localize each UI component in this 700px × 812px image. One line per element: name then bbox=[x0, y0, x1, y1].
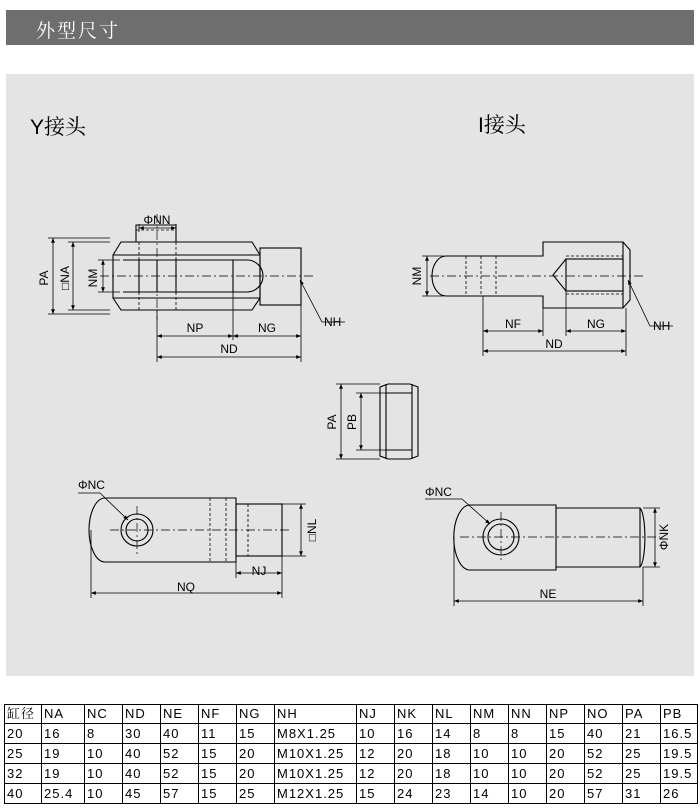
dim-pa-pin: PA bbox=[325, 414, 339, 430]
table-cell: 14 bbox=[471, 784, 509, 804]
table-cell: 10 bbox=[509, 744, 547, 764]
table-header-cell: NM bbox=[471, 705, 509, 724]
table-cell: 20 bbox=[395, 764, 433, 784]
dim-nm: NM bbox=[86, 268, 100, 288]
dim-ng-i: NG bbox=[587, 317, 605, 331]
table-header-cell: NO bbox=[585, 705, 623, 724]
table-cell: 57 bbox=[585, 784, 623, 804]
i-joint-title: I接头 bbox=[478, 114, 526, 137]
table-cell: 12 bbox=[357, 744, 395, 764]
table-header-cell: NH bbox=[275, 705, 357, 724]
table-cell: 10 bbox=[471, 764, 509, 784]
i-joint-top-view bbox=[410, 242, 673, 356]
table-cell: 24 bbox=[395, 784, 433, 804]
table-cell: 10 bbox=[357, 724, 395, 744]
table-cell: 52 bbox=[161, 744, 199, 764]
table-cell: 25.4 bbox=[42, 784, 85, 804]
table-cell: 40 bbox=[5, 784, 42, 804]
table-cell: 10 bbox=[471, 744, 509, 764]
dim-nh-i: NH bbox=[653, 319, 671, 333]
dim-na: □NA bbox=[58, 266, 72, 290]
table-cell: 20 bbox=[547, 784, 585, 804]
table-cell: 10 bbox=[85, 744, 123, 764]
table-cell: 14 bbox=[433, 724, 471, 744]
dim-nc-i: ΦNC bbox=[425, 485, 452, 499]
table-cell: 19 bbox=[42, 744, 85, 764]
dim-nm-i: NM bbox=[410, 266, 424, 286]
table-row bbox=[5, 724, 698, 744]
table-header-cell: NP bbox=[547, 705, 585, 724]
table-cell: 52 bbox=[585, 744, 623, 764]
table-row bbox=[5, 784, 698, 804]
table-row bbox=[5, 744, 698, 764]
dimension-table bbox=[4, 704, 698, 804]
table-cell: 10 bbox=[509, 784, 547, 804]
table-cell: 20 bbox=[237, 764, 275, 784]
table-cell: 15 bbox=[357, 784, 395, 804]
table-header-cell: PB bbox=[661, 705, 698, 724]
table-cell: M10X1.25 bbox=[275, 764, 357, 784]
table-cell: 19 bbox=[42, 764, 85, 784]
dim-nn: ΦNN bbox=[143, 213, 171, 227]
table-cell: 20 bbox=[5, 724, 42, 744]
table-cell: 19.5 bbox=[661, 744, 698, 764]
table-header-cell: NC bbox=[85, 705, 123, 724]
pin-side-view bbox=[325, 384, 418, 459]
table-cell: 25 bbox=[623, 744, 661, 764]
dim-np: NP bbox=[186, 321, 204, 335]
table-cell: 30 bbox=[123, 724, 161, 744]
table-cell: 52 bbox=[585, 764, 623, 784]
y-joint-top-view bbox=[37, 213, 345, 362]
table-cell: 15 bbox=[199, 764, 237, 784]
dim-nc-y: ΦNC bbox=[78, 478, 105, 492]
table-cell: M12X1.25 bbox=[275, 784, 357, 804]
table-cell: 16 bbox=[42, 724, 85, 744]
dim-pa: PA bbox=[37, 270, 51, 286]
table-header-cell: PA bbox=[623, 705, 661, 724]
table-cell: 15 bbox=[199, 784, 237, 804]
dim-ne: NE bbox=[539, 587, 557, 601]
table-cell: 15 bbox=[237, 724, 275, 744]
table-cell: 20 bbox=[547, 744, 585, 764]
table-cell: 40 bbox=[161, 724, 199, 744]
dim-nf: NF bbox=[505, 317, 521, 331]
table-cell: 20 bbox=[237, 744, 275, 764]
table-cell: 40 bbox=[585, 724, 623, 744]
table-cell: 21 bbox=[623, 724, 661, 744]
table-cell: 8 bbox=[85, 724, 123, 744]
table-header-cell: NL bbox=[433, 705, 471, 724]
table-cell: 18 bbox=[433, 764, 471, 784]
dim-nh-y: NH bbox=[324, 315, 342, 329]
table-cell: 19.5 bbox=[661, 764, 698, 784]
table-cell: 20 bbox=[547, 764, 585, 784]
table-cell: 57 bbox=[161, 784, 199, 804]
table-cell: 12 bbox=[357, 764, 395, 784]
table-header-cell: NF bbox=[199, 705, 237, 724]
table-cell: M8X1.25 bbox=[275, 724, 357, 744]
table-cell: 16 bbox=[395, 724, 433, 744]
table-cell: 31 bbox=[623, 784, 661, 804]
table-cell: 8 bbox=[509, 724, 547, 744]
table-header-row bbox=[5, 705, 698, 724]
table-cell: 20 bbox=[395, 744, 433, 764]
table-row bbox=[5, 764, 698, 784]
table-header-cell: NN bbox=[509, 705, 547, 724]
dim-pb: PB bbox=[345, 413, 359, 431]
table-cell: 45 bbox=[123, 784, 161, 804]
dim-nd-y: ND bbox=[220, 342, 238, 356]
table-header-cell: NK bbox=[395, 705, 433, 724]
table-cell: 15 bbox=[547, 724, 585, 744]
table-cell: 32 bbox=[5, 764, 42, 784]
dim-nj: NJ bbox=[251, 564, 267, 578]
table-cell: 52 bbox=[161, 764, 199, 784]
table-cell: M10X1.25 bbox=[275, 744, 357, 764]
table-header-cell: 缸径 bbox=[5, 705, 42, 724]
table-cell: 8 bbox=[471, 724, 509, 744]
table-header-cell: NJ bbox=[357, 705, 395, 724]
table-cell: 11 bbox=[199, 724, 237, 744]
table-cell: 25 bbox=[5, 744, 42, 764]
table-header-cell: ND bbox=[123, 705, 161, 724]
dim-nk: ΦNK bbox=[657, 523, 671, 551]
table-header-cell: NG bbox=[237, 705, 275, 724]
dim-nd-i: ND bbox=[545, 337, 563, 351]
table-cell: 10 bbox=[509, 764, 547, 784]
table-cell: 18 bbox=[433, 744, 471, 764]
y-joint-front-view bbox=[78, 478, 319, 598]
table-cell: 15 bbox=[199, 744, 237, 764]
dim-nq: NQ bbox=[177, 580, 195, 594]
i-joint-front-view bbox=[425, 485, 671, 606]
table-cell: 16.5 bbox=[661, 724, 698, 744]
dim-ng-y: NG bbox=[258, 321, 276, 335]
table-cell: 23 bbox=[433, 784, 471, 804]
table-cell: 25 bbox=[237, 784, 275, 804]
table-header-cell: NA bbox=[42, 705, 85, 724]
table-cell: 40 bbox=[123, 744, 161, 764]
table-cell: 26 bbox=[661, 784, 698, 804]
table-cell: 40 bbox=[123, 764, 161, 784]
table-cell: 25 bbox=[623, 764, 661, 784]
dim-nl: □NL bbox=[305, 518, 319, 542]
table-cell: 10 bbox=[85, 784, 123, 804]
table-header-cell: NE bbox=[161, 705, 199, 724]
section-title: 外型尺寸 bbox=[36, 21, 121, 42]
table-cell: 10 bbox=[85, 764, 123, 784]
y-joint-title: Y接头 bbox=[30, 116, 87, 139]
